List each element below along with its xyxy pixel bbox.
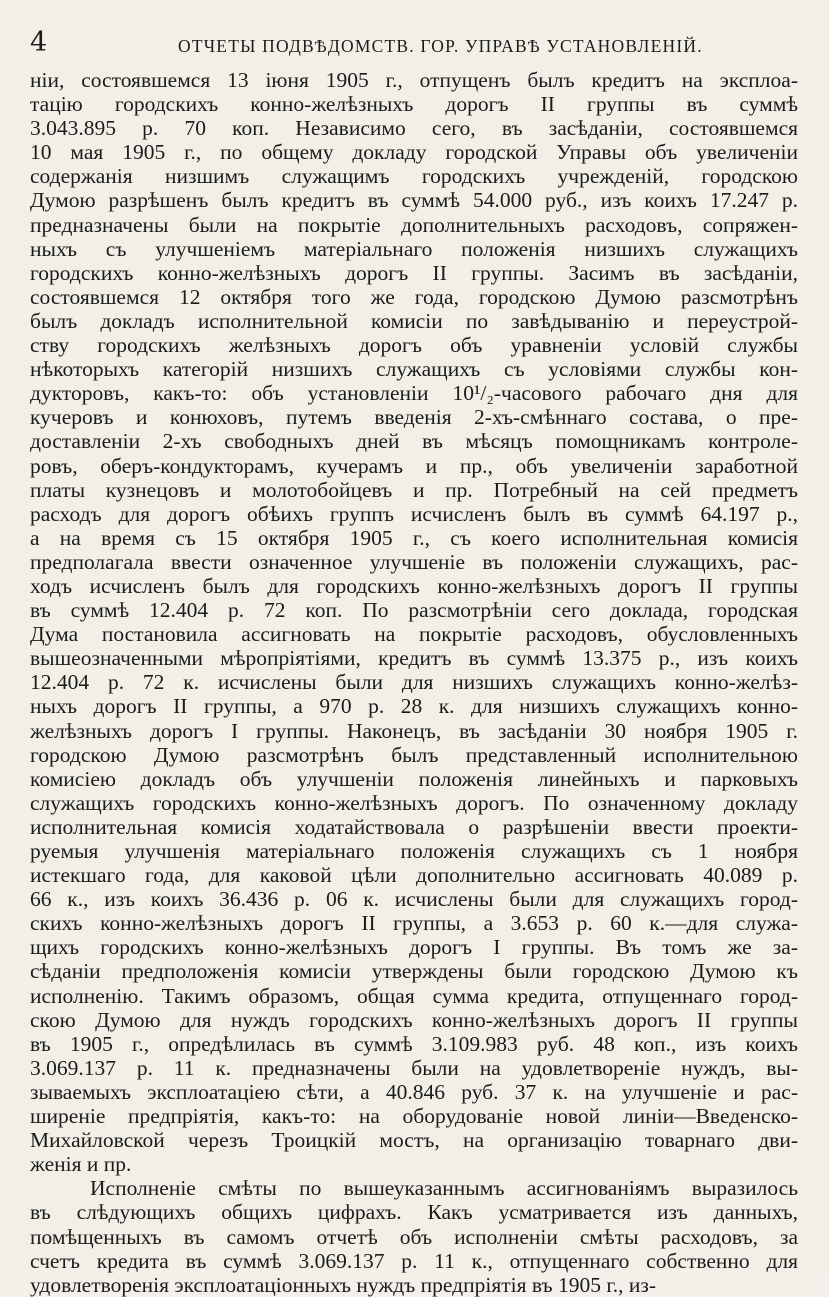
text-line: ныхъ дорогъ II группы, а 970 р. 28 к. для низшихъ служащихъ конно-	[30, 694, 798, 719]
text-line: Михайловской черезъ Троицкій мостъ, на организацію товарнаго дви-	[30, 1128, 798, 1153]
text-line: въ 1905 г., опредѣлилась въ суммѣ 3.109.983 руб. 48 коп., изъ коихъ	[30, 1031, 798, 1056]
running-head	[30, 28, 798, 64]
text-line: 3.043.895 р. 70 коп. Независимо сего, въ засѣданіи, состоявшемся	[30, 116, 798, 141]
text-line: въ слѣдующихъ общихъ цифрахъ. Какъ усматривается изъ данныхъ,	[30, 1200, 798, 1225]
text-line: зываемыхъ эксплоатаціею сѣти, а 40.846 руб. 37 к. на улучшеніе и рас-	[30, 1079, 798, 1104]
text-line: ходъ исчисленъ былъ для городскихъ конно-желѣзныхъ дорогъ II группы	[30, 573, 798, 598]
text-line: ныхъ съ улучшеніемъ матеріальнаго положенія низшихъ служащихъ	[30, 236, 798, 261]
text-line: женія и пр.	[30, 1152, 132, 1177]
text-line: удовлетворенія эксплоатаціонныхъ нуждъ предпріятія въ 1905 г., из-	[30, 1272, 656, 1297]
text-line: скою Думою для нуждъ городскихъ конно-желѣзныхъ дорогъ II группы	[30, 1007, 798, 1032]
text-line: вышеозначенными мѣропріятіями, кредитъ въ суммѣ 13.375 р., изъ коихъ	[30, 646, 798, 671]
text-line: тацію городскихъ конно-желѣзныхъ дорогъ II группы въ суммѣ	[30, 92, 798, 117]
body-text	[30, 68, 798, 1297]
text-line: 10 мая 1905 г., по общему докладу городской Управы объ увеличеніи	[30, 140, 798, 165]
text-line: въ суммѣ 12.404 р. 72 коп. По разсмотрѣніи сего доклада, городская	[30, 598, 798, 623]
text-line: а на время съ 15 октября 1905 г., съ коего исполнительная комисія	[30, 525, 798, 550]
text-line: ширеніе предпріятія, какъ-то: на оборудованіе новой линіи—Введенско-	[30, 1104, 798, 1129]
paragraph	[30, 1176, 798, 1296]
paragraph	[30, 68, 798, 1176]
text-line: руемыя улучшенія матеріальнаго положенія служащихъ съ 1 ноября	[30, 839, 798, 863]
text-line: сѣданіи предположенія комисіи утверждены были городскою Думою къ	[30, 959, 798, 984]
text-line: Дума постановила ассигновать на покрытіе расходовъ, обусловленныхъ	[30, 622, 798, 647]
text-line: платы кузнецовъ и молотобойцевъ и пр. Потребный на сей предметъ	[30, 477, 798, 502]
text-line: Думою разрѣшенъ былъ кредитъ въ суммѣ 54.000 руб., изъ коихъ 17.247 р.	[30, 188, 798, 213]
text-line: ству городскихъ желѣзныхъ дорогъ объ уравненіи условій службы	[30, 333, 798, 358]
text-line: 12.404 р. 72 к. исчислены были для низшихъ служащихъ конно-желѣз-	[30, 670, 798, 695]
text-line: кучеровъ и конюховъ, путемъ введенія 2-хъ-смѣннаго состава, о пре-	[30, 405, 798, 430]
text-line: желѣзныхъ дорогъ I группы. Наконецъ, въ засѣданіи 30 ноября 1905 г.	[30, 718, 798, 743]
text-line: состоявшемся 12 октября того же года, городскою Думою разсмотрѣнъ	[30, 284, 798, 309]
text-line: истекшаго года, для каковой цѣли дополнительно ассигновать 40.089 р.	[30, 863, 798, 888]
page-number: 4	[30, 27, 48, 58]
text-line: щихъ городскихъ конно-желѣзныхъ дорогъ I группы. Въ томъ же за-	[30, 935, 798, 960]
text-line: городскихъ конно-желѣзныхъ дорогъ II группы. Засимъ въ засѣданіи,	[30, 260, 798, 285]
text-line: ровъ, оберъ-кондукторамъ, кучерамъ и пр., объ увеличеніи заработной	[30, 453, 798, 478]
text-line: былъ докладъ исполнительной комисіи по завѣдыванію и переустрой-	[30, 308, 798, 333]
text-line: расходъ для дорогъ обѣихъ группъ исчисленъ былъ въ суммѣ 64.197 р.,	[30, 501, 798, 526]
text-line: доставленіи 2-хъ свободныхъ дней въ мѣсяцъ помощникамъ контроле-	[30, 429, 798, 454]
text-line: исполненію. Такимъ образомъ, общая сумма кредита, отпущеннаго город-	[30, 983, 798, 1008]
text-line: городскою Думою разсмотрѣнъ былъ представленный исполнительною	[30, 742, 798, 767]
text-line: 66 к., изъ коихъ 36.436 р. 06 к. исчислены были для служащихъ город-	[30, 887, 798, 912]
text-line: исполнительная комисія ходатайствовала о разрѣшеніи ввести проекти-	[30, 814, 798, 839]
text-line: помѣщенныхъ въ самомъ отчетѣ объ исполненіи смѣты расходовъ, за	[30, 1224, 798, 1249]
text-line: 3.069.137 р. 11 к. предназначены были на удовлетвореніе нуждъ, вы-	[30, 1055, 798, 1080]
text-line: нѣкоторыхъ категорій низшихъ служащихъ съ условіями службы кон-	[30, 357, 798, 382]
text-line: скихъ конно-желѣзныхъ дорогъ II группы, а 3.653 р. 60 к.—для служа-	[30, 911, 798, 936]
text-line: служащихъ городскихъ конно-желѣзныхъ дорогъ. По означенному докладу	[30, 790, 798, 815]
running-title: ОТЧЕТЫ ПОДВѢДОМСТВ. ГОР. УПРАВѢ УСТАНОВЛЕНІЙ.	[178, 36, 703, 56]
text-line: Исполненіе смѣты по вышеуказаннымъ ассигнованіямъ выразилось	[90, 1176, 798, 1201]
text-line: дукторовъ, какъ-то: объ установленіи 10¹/₂-часового рабочаго дня для	[30, 381, 798, 406]
text-line: содержанія низшимъ служащимъ городскихъ учрежденій, городскою	[30, 164, 798, 189]
text-line: предназначены были на покрытіе дополнительныхъ расходовъ, сопряжен-	[30, 212, 798, 237]
text-line: предполагала ввести означенное улучшеніе въ положеніи служащихъ, рас-	[30, 549, 798, 574]
text-line: ніи, состоявшемся 13 іюня 1905 г., отпущенъ былъ кредитъ на эксплоа-	[30, 68, 798, 92]
text-line: счетъ кредита въ суммѣ 3.069.137 р. 11 к., отпущеннаго собственно для	[30, 1248, 798, 1273]
text-line: комисіею докладъ объ улучшеніи положенія линейныхъ и парковыхъ	[30, 766, 798, 791]
